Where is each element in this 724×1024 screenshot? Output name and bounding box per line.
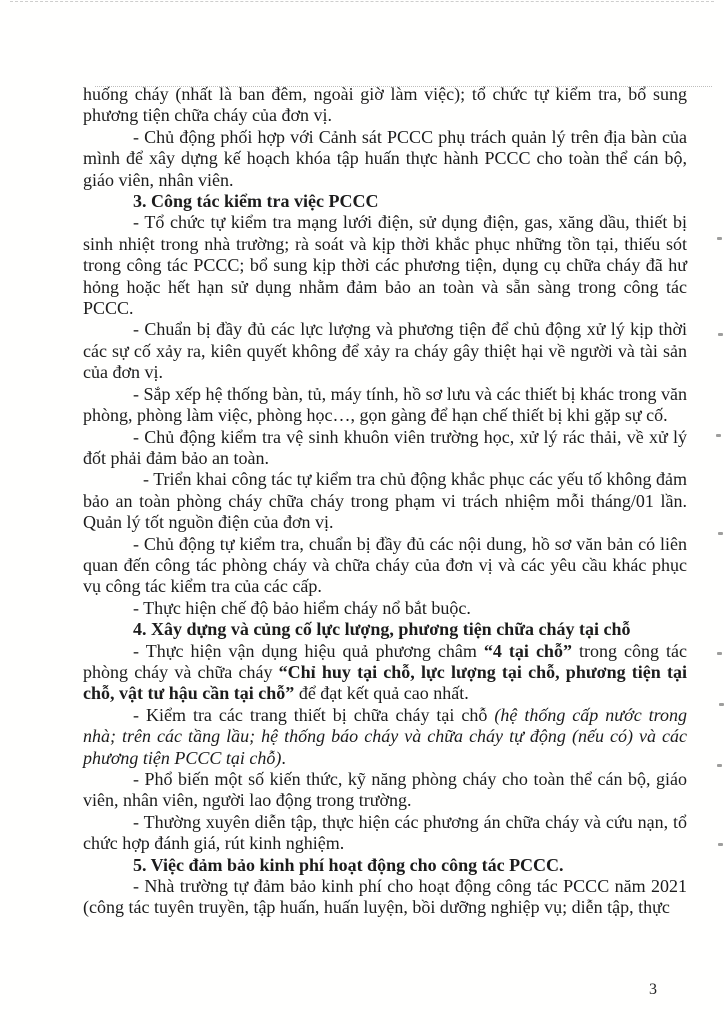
body-paragraph — [83, 84, 687, 127]
text-run: - Chuẩn bị đầy đủ các lực lượng và phương tiện để chủ động xử lý kịp thời các sự cố xảy ra, kiên quyết không để xảy ra cháy gây thiệt hại về người và tài sản của đơn vị. — [83, 319, 687, 383]
section-heading — [83, 191, 687, 212]
scan-artifact-speck — [717, 652, 722, 655]
scan-artifact-speck — [719, 703, 724, 706]
section-heading — [83, 619, 687, 640]
text-run: - Nhà trường tự đảm bảo kinh phí cho hoạt động công tác PCCC năm 2021 (công tác tuyên truyền, tập huấn, huấn luyện, bồi dưỡng nghiệp vụ; diễn tập, thực — [83, 876, 687, 918]
text-run: trong công tác phòng cháy và chữa cháy — [83, 640, 688, 682]
scan-artifact-top-edge — [10, 1, 714, 2]
body-paragraph — [83, 212, 687, 319]
text-run: - Chủ động phối hợp với Cảnh sát PCCC phụ trách quản lý trên địa bàn của mình để xây dựng kế hoạch khóa tập huấn thực hành PCCC cho toàn thể cán bộ, giáo viên, nhân viên. — [83, 126, 687, 190]
text-run: - Phổ biến một số kiến thức, kỹ năng phòng cháy cho toàn thể cán bộ, giáo viên, nhân viên, người lao động trong trường. — [83, 769, 687, 811]
document-body — [83, 84, 687, 919]
body-paragraph — [83, 469, 687, 533]
text-run: để đạt kết quả cao nhất. — [294, 683, 469, 704]
text-run: - Tổ chức tự kiểm tra mạng lưới điện, sử dụng điện, gas, xăng dầu, thiết bị sinh nhiệt trong nhà trường; rà soát và kịp thời khắc phục những tồn tại, thiếu sót trong công tác PCCC; bổ sung kịp thời các phương tiện, dụng cụ chữa cháy đã hư hỏng hoặc hết hạn sử dụng nhằm đảm bảo an toàn và sẵn sàng trong công tác PCCC. — [83, 212, 687, 319]
text-run: - Thường xuyên diễn tập, thực hiện các phương án chữa cháy và cứu nạn, tổ chức hợp đánh giá, rút kinh nghiệm. — [83, 811, 687, 854]
text-run: - Chủ động tự kiểm tra, chuẩn bị đầy đủ các nội dung, hồ sơ văn bản có liên quan đến công tác phòng cháy và chữa cháy của đơn vị và các yêu cầu khác phục vụ công tác kiểm tra của các cấp. — [83, 533, 687, 597]
body-paragraph — [83, 127, 687, 191]
text-run: “4 tại chỗ” — [483, 640, 572, 661]
body-paragraph — [83, 319, 687, 383]
text-run: 4. Xây dựng và củng cố lực lượng, phương tiện chữa cháy tại chỗ — [133, 619, 631, 640]
text-run: - Triển khai công tác tự kiểm tra chủ động khắc phục các yếu tố không đảm bảo an toàn phòng cháy chữa cháy trong phạm vi trách nhiệm mỗi tháng/01 lần. Quản lý tốt nguồn điện của đơn vị. — [83, 469, 687, 533]
text-run: 5. Việc đảm bảo kinh phí hoạt động cho công tác PCCC. — [133, 854, 564, 875]
text-run: - Chủ động kiểm tra vệ sinh khuôn viên trường học, xử lý rác thải, về xử lý đốt phải đảm bảo an toàn. — [83, 426, 687, 468]
text-run: (hệ thống cấp nước trong nhà; trên các tầng lầu; hệ thống báo cháy và chữa cháy tự động (nếu có) và các phương tiện PCCC tại chỗ) — [83, 704, 687, 768]
text-run: “Chỉ huy tại chỗ, lực lượng tại chỗ, phương tiện tại chỗ, vật tư hậu cần tại chỗ” — [83, 661, 687, 704]
text-run: - Thực hiện vận dụng hiệu quả phương châm — [133, 640, 484, 661]
scan-artifact-speck — [717, 764, 722, 767]
section-heading — [83, 855, 687, 876]
body-paragraph — [83, 812, 687, 855]
body-paragraph — [83, 598, 687, 619]
text-run: - Thực hiện chế độ bảo hiểm cháy nổ bắt buộc. — [133, 597, 471, 618]
page-number: 3 — [649, 981, 657, 998]
body-paragraph — [83, 705, 687, 769]
body-paragraph — [83, 641, 687, 705]
body-paragraph — [83, 769, 687, 812]
scan-artifact-speck — [718, 843, 723, 846]
body-paragraph — [83, 534, 687, 598]
text-run: - Sắp xếp hệ thống bàn, tủ, máy tính, hồ sơ lưu và các thiết bị khác trong văn phòng, phòng làm việc, phòng học…, gọn gàng để hạn chế thiết bị khi gặp sự cố. — [83, 383, 687, 426]
body-paragraph — [83, 427, 687, 470]
text-run: . — [281, 747, 286, 768]
body-paragraph — [83, 876, 687, 919]
body-paragraph — [83, 384, 687, 427]
scan-artifact-speck — [716, 434, 721, 437]
text-run: 3. Công tác kiểm tra việc PCCC — [133, 191, 379, 212]
text-run: huống cháy (nhất là ban đêm, ngoài giờ làm việc); tổ chức tự kiểm tra, bổ sung phương tiện chữa cháy của đơn vị. — [83, 84, 687, 126]
scan-artifact-speck — [717, 237, 722, 240]
scan-artifact-speck — [718, 333, 723, 336]
text-run: - Kiểm tra các trang thiết bị chữa cháy tại chỗ — [133, 704, 495, 725]
scan-artifact-speck — [718, 532, 723, 535]
